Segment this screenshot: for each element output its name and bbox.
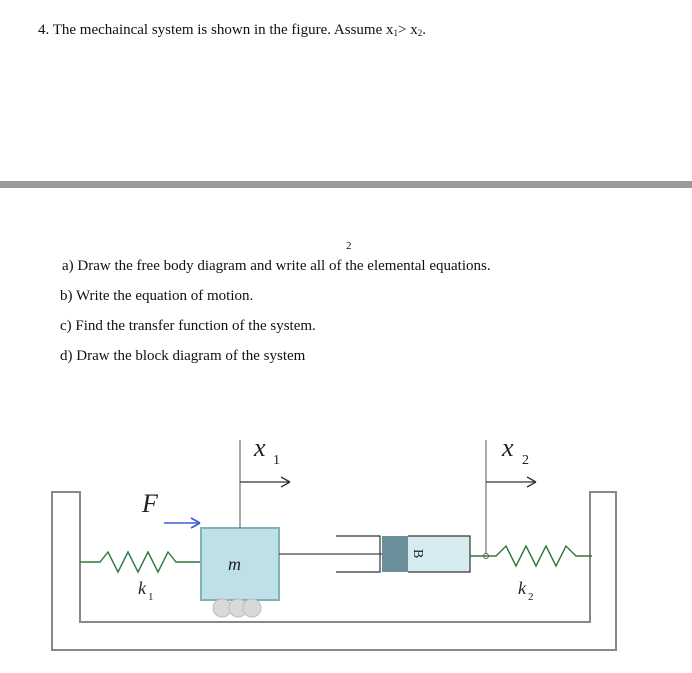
x1-label: x [254,433,266,462]
k1-label: k [138,578,146,598]
question-sub-1: 1 [393,28,399,38]
force-label: F [142,489,158,518]
part-c: c) Find the transfer function of the system. [60,318,316,334]
k1-subscript: 1 [148,591,154,603]
wheel-left [213,599,231,617]
part-a: a) Draw the free body diagram and write all of the elemental equations. [62,258,491,274]
x2-label: x [502,433,514,462]
question-number: 4. [38,22,50,38]
question-between: > x [398,22,418,38]
page-number: 2 [346,240,352,252]
question-body: The mechaincal system is shown in the figure. Assume x [52,22,394,38]
spring-k2 [470,546,592,566]
k2-label: k [518,578,526,598]
question-sub-2: 2 [417,28,423,38]
ground-frame [52,492,616,650]
k2-subscript: 2 [528,591,534,603]
question-end: . [422,22,426,38]
part-b: b) Write the equation of motion. [60,288,254,304]
mass-label: m [228,554,241,574]
part-d: d) Draw the block diagram of the system [60,348,306,364]
wheel-right [243,599,261,617]
page-divider [0,181,692,188]
question-text [38,22,426,39]
damper-piston [382,536,408,572]
spring-k1 [80,552,200,572]
damper-label: B [410,549,425,559]
x1-subscript: 1 [273,453,280,468]
mechanical-system-figure [0,410,692,660]
x2-subscript: 2 [522,453,529,468]
